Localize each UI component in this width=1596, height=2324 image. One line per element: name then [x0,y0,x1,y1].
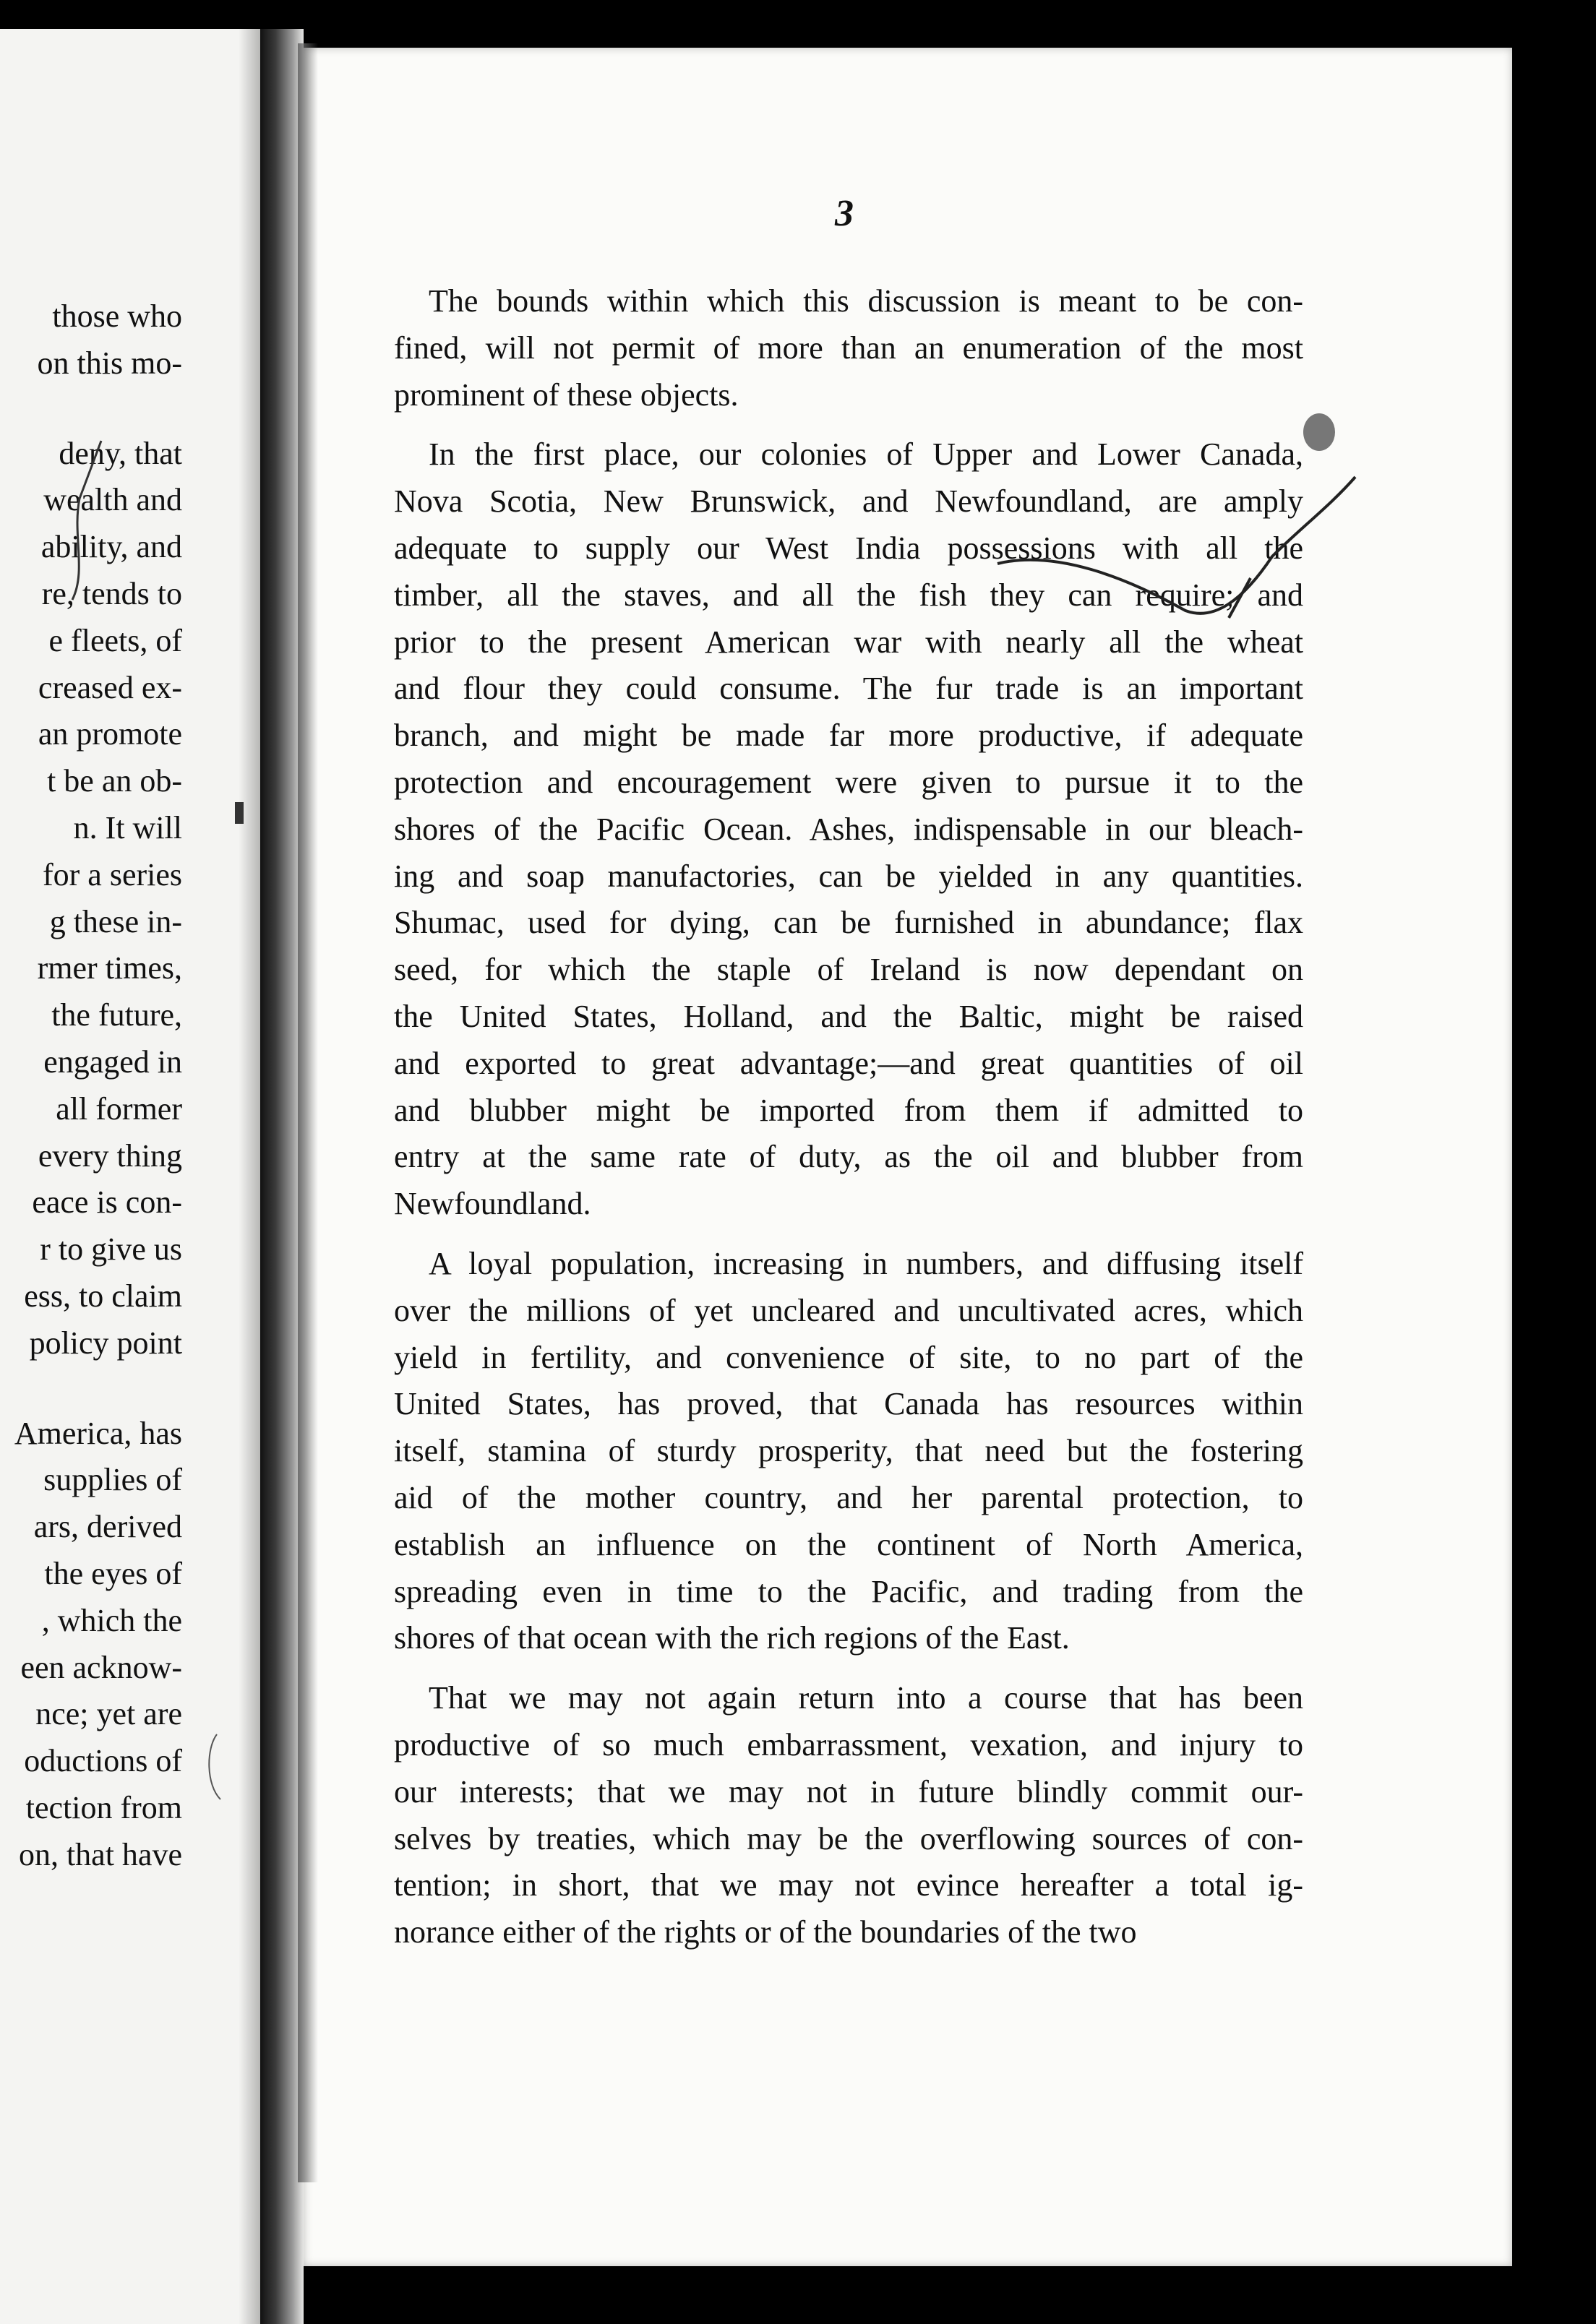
body-text-line: and blubber might be imported from them if admitted to [394,1092,1303,1128]
body-text-line: our interests; that we may not in future blindly commit our- [394,1773,1303,1809]
right-page-inner-shadow [298,43,318,2182]
left-page-line: the eyes of [44,1555,182,1591]
body-text-line: the United States, Holland, and the Baltic, might be raised [394,998,1303,1034]
body-text-line: tention; in short, that we may not evince hereafter a total ig- [394,1867,1303,1903]
left-page-text-column [14,293,182,1879]
left-page-line: tection from [25,1789,182,1825]
page-number: 3 [835,193,854,234]
body-paragraph [394,431,1303,1228]
body-text-line: aid of the mother country, and her parental protection, to [394,1479,1303,1515]
left-page-line: rmer times, [37,950,182,986]
left-page-line: eace is con- [32,1184,182,1221]
body-paragraph [394,1675,1303,1956]
left-page-line: supplies of [43,1462,182,1498]
body-text-line: spreading even in time to the Pacific, and trading from the [394,1573,1303,1609]
left-page-line: an promote [38,716,182,752]
body-text-line: itself, stamina of sturdy prosperity, that need but the fostering [394,1433,1303,1469]
left-page-line: the future, [51,997,182,1033]
left-page-line: America, has [14,1415,182,1451]
body-paragraph [394,1241,1303,1662]
left-page-line: those who [52,298,182,334]
left-page-line: e fleets, of [48,622,182,658]
body-text-line: timber, all the staves, and all the fish they can require; and [394,577,1303,613]
body-text-line: and exported to great advantage;—and great quantities of oil [394,1045,1303,1081]
left-page-line: r to give us [40,1231,182,1268]
left-page-line: n. It will [73,809,182,845]
body-text-line: A loyal population, increasing in numbers, and diffusing itself [429,1245,1303,1281]
body-text-line: prior to the present American war with nearly all the wheat [394,624,1303,660]
body-text-line: prominent of these objects. [394,376,739,413]
left-page-line: re, tends to [41,575,182,611]
body-text-line: shores of that ocean with the rich regions of the East. [394,1620,1070,1656]
left-page-line [14,1367,182,1411]
left-page-line: on this mo- [37,345,182,381]
body-text-line: fined, will not permit of more than an enumeration of the most [394,330,1303,366]
body-text-line: Nova Scotia, New Brunswick, and Newfoundland, are amply [394,483,1303,520]
left-page-line: on, that have [18,1836,182,1872]
left-page-line: een acknow- [20,1649,182,1685]
body-text-line: ing and soap manufactories, can be yielded in any quantities. [394,858,1303,894]
left-page-line: , which the [41,1602,182,1638]
body-text-line: norance either of the rights or of the boundaries of the two [394,1914,1137,1950]
body-text-line: and flour they could consume. The fur trade is an important [394,671,1303,707]
body-text-line: productive of so much embarrassment, vexation, and injury to [394,1726,1303,1763]
left-page-line: creased ex- [38,669,182,705]
body-text-line: The bounds within which this discussion is meant to be con- [429,283,1303,319]
left-page-line: wealth and [43,482,182,518]
body-text-line: Newfoundland. [394,1186,591,1222]
body-text-line: United States, has proved, that Canada has resources within [394,1386,1303,1422]
left-facing-page [0,29,260,2324]
left-page-line: policy point [29,1325,182,1361]
page-body-text [394,278,1303,1956]
left-page-line: t be an ob- [47,763,182,799]
body-text-line: adequate to supply our West India possessions with all the [394,530,1303,566]
left-page-line: g these in- [49,903,182,939]
left-page-binding-shadow [239,29,260,2324]
left-page-line [14,387,182,431]
left-page-line: ars, derived [33,1509,182,1545]
body-text-line: establish an influence on the continent of North America, [394,1526,1303,1562]
left-page-line: ability, and [40,529,182,565]
left-page-line: oductions of [24,1743,182,1779]
left-page-line: ess, to claim [24,1278,182,1314]
body-text-line: protection and encouragement were given to pursue it to the [394,764,1303,800]
left-page-line: every thing [38,1137,182,1174]
body-text-line: branch, and might be made far more productive, if adequate [394,718,1303,754]
body-paragraph [394,278,1303,418]
body-text-line: yield in fertility, and convenience of site, to no part of the [394,1339,1303,1375]
body-text-line: shores of the Pacific Ocean. Ashes, indispensable in our bleach- [394,811,1303,847]
body-text-line: selves by treaties, which may be the overflowing sources of con- [394,1820,1303,1856]
body-text-line: Shumac, used for dying, can be furnished in abundance; flax [394,905,1303,941]
book-gutter [260,29,304,2324]
left-page-line: for a series [42,856,182,892]
left-page-line: nce; yet are [35,1696,182,1732]
body-text-line: That we may not again return into a course that has been [429,1680,1303,1716]
body-text-line: seed, for which the staple of Ireland is now dependant on [394,952,1303,988]
left-page-line: deny, that [59,435,182,471]
left-page-line: all former [56,1090,182,1127]
body-text-line: entry at the same rate of duty, as the oil and blubber from [394,1139,1303,1175]
body-text-line: over the millions of yet uncleared and uncultivated acres, which [394,1292,1303,1328]
body-text-line: In the first place, our colonies of Upper and Lower Canada, [429,436,1303,473]
left-page-line: engaged in [43,1043,182,1080]
